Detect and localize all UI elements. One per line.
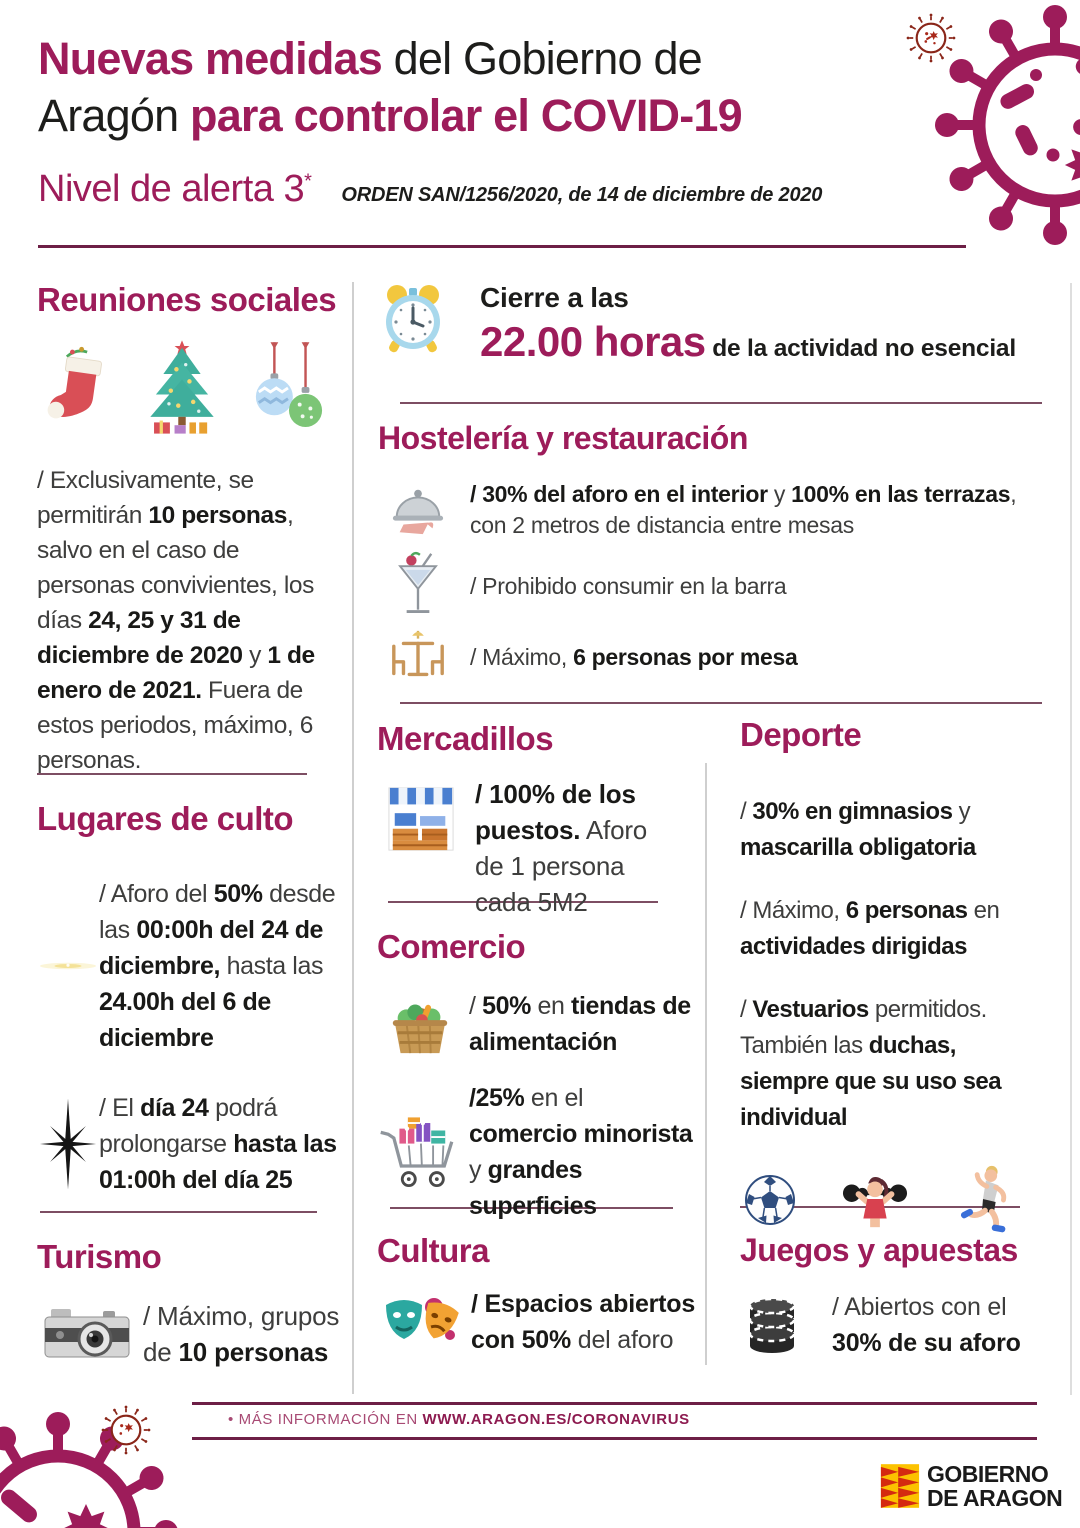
footer-info-url: WWW.ARAGON.ES/CORONAVIRUS xyxy=(422,1411,690,1428)
section-heading: Hostelería y restauración xyxy=(378,420,748,456)
footer-divider xyxy=(192,1437,1037,1440)
bullet-text: / Máximo, grupos de 10 personas xyxy=(143,1301,340,1367)
alert-level: Nivel de alerta 3* xyxy=(38,168,312,210)
bullet-text: / Máximo, 6 personas en actividades dirigidas xyxy=(740,897,1000,960)
bullet-row xyxy=(37,1298,352,1370)
christmas-stocking-icon xyxy=(41,339,113,439)
page-edge-divider xyxy=(1070,283,1072,1395)
bullet-row xyxy=(378,479,1046,541)
bullet-row xyxy=(377,988,695,1060)
header-divider xyxy=(38,245,966,248)
bullet-row xyxy=(740,1289,1042,1361)
bullet-text: / Prohibido consumir en la barra xyxy=(470,572,787,599)
section-heading: Juegos y apuestas xyxy=(740,1232,1018,1268)
bullet-text: / 50% en tiendas de alimentación xyxy=(469,992,691,1056)
theater-masks-icon xyxy=(377,1291,465,1353)
section-heading: Reuniones sociales xyxy=(37,281,337,318)
section-deporte xyxy=(740,716,1042,1237)
running-icon xyxy=(954,1163,1012,1237)
bullet-row xyxy=(378,627,1046,687)
section-heading: Comercio xyxy=(377,928,526,965)
bullet-text: / Aforo del 50% desde las 00:00h del 24 de diciembre, hasta las 24.00h del 6 de diciembre xyxy=(99,880,336,1052)
christmas-icons-row xyxy=(41,335,337,439)
cierre-scope: de la actividad no esencial xyxy=(705,335,1016,362)
section-juegos-y-apuestas xyxy=(740,1232,1042,1361)
section-mercadillos xyxy=(377,720,679,920)
section-comercio xyxy=(377,928,695,1244)
shopping-cart-icon xyxy=(377,1110,463,1194)
cierre-time: 22.00 horas xyxy=(480,318,706,365)
bullet-text: /25% en el comercio minorista y grandes superficies xyxy=(469,1084,693,1220)
table-chairs-icon xyxy=(378,627,458,687)
sport-icons-row xyxy=(740,1163,1042,1237)
section-cultura xyxy=(377,1232,699,1358)
page-title xyxy=(38,30,938,144)
coronavirus-small-icon xyxy=(100,1404,152,1456)
subtitle xyxy=(38,168,938,211)
bullet-row xyxy=(377,1286,699,1358)
serving-cloche-icon xyxy=(378,483,458,537)
section-divider xyxy=(400,402,1042,404)
logo-line2: DE ARAGON xyxy=(927,1485,1063,1511)
aragon-flag-icon xyxy=(880,1462,920,1510)
alert-asterisk: * xyxy=(304,170,312,193)
column-divider xyxy=(352,282,354,1394)
bullet-text: / Vestuarios permitidos. También las duchas, siempre que su uso sea individual xyxy=(740,996,1002,1131)
star-sparkle-icon xyxy=(37,1095,99,1193)
header xyxy=(38,30,938,211)
weightlifting-icon xyxy=(842,1169,908,1231)
christmas-tree-icon xyxy=(141,335,223,439)
bullet-text: / El día 24 podrá prolongarse hasta las 01:00h del día 25 xyxy=(99,1094,337,1194)
bullet-row xyxy=(378,551,1046,621)
bullet-row xyxy=(377,776,679,920)
footer-info-prefix: • MÁS INFORMACIÓN EN xyxy=(228,1411,423,1428)
column-divider xyxy=(705,763,707,1365)
camera-icon xyxy=(37,1303,137,1365)
soccer-ball-icon xyxy=(744,1174,796,1226)
footer-divider xyxy=(192,1402,1037,1405)
bullet-row xyxy=(37,1090,337,1198)
section-divider xyxy=(400,702,1042,704)
page-title-line2: Aragón para controlar el COVID-19 xyxy=(38,90,742,141)
section-hosteleria xyxy=(378,420,1046,687)
section-heading: Deporte xyxy=(740,716,862,753)
bullet-row xyxy=(37,876,337,1056)
bullet-text: / Abiertos con el 30% de su aforo xyxy=(832,1293,1021,1357)
order-reference: ORDEN SAN/1256/2020, de 14 de diciembre de 2020 xyxy=(341,184,823,206)
logo-line1: GOBIERNO xyxy=(927,1461,1049,1487)
bullet-row xyxy=(377,1080,695,1224)
market-stall-icon xyxy=(377,784,465,854)
gobierno-de-aragon-logo xyxy=(880,1462,1062,1510)
cierre-text xyxy=(480,280,1016,366)
bullet-text: / Espacios abiertos con 50% del aforo xyxy=(471,1290,696,1354)
cocktail-icon xyxy=(378,551,458,621)
section-heading: Cultura xyxy=(377,1232,489,1269)
food-basket-icon xyxy=(377,990,463,1058)
christmas-ornaments-icon xyxy=(251,339,325,439)
footer-info xyxy=(228,1411,690,1428)
logo-text xyxy=(927,1462,1062,1510)
alarm-clock-icon xyxy=(380,280,446,356)
section-heading: Mercadillos xyxy=(377,720,554,757)
bullet-text: / Máximo, 6 personas por mesa xyxy=(470,643,798,670)
section-reuniones-sociales xyxy=(37,281,337,778)
section-cierre xyxy=(380,280,1070,366)
section-text: / Exclusivamente, se permitirán 10 personas, salvo en el caso de personas convivientes, los días 24, 25 y 31 de diciembre de 2020 y 1 de enero de 2021. Fuera de estos periodos, máximo, 6 personas. xyxy=(37,467,315,774)
cierre-intro: Cierre a las xyxy=(480,282,629,313)
page-title-line1: Nuevas medidas del Gobierno de xyxy=(38,33,702,84)
bullet-text: / 100% de los puestos. Aforo de 1 persona cada 5M2 xyxy=(475,779,648,917)
cierre-line xyxy=(480,318,1016,366)
section-lugares-de-culto xyxy=(37,800,337,1232)
poker-chips-icon xyxy=(740,1296,804,1354)
bullet-text: / 30% del aforo en el interior y 100% en las terrazas, con 2 metros de distancia entre mesas xyxy=(470,481,1017,538)
bullet-text: / 30% en gimnasios y mascarilla obligatoria xyxy=(740,798,976,861)
section-turismo xyxy=(37,1238,352,1370)
section-heading: Turismo xyxy=(37,1238,162,1275)
candle-glow-icon xyxy=(37,946,99,986)
section-heading: Lugares de culto xyxy=(37,800,294,837)
